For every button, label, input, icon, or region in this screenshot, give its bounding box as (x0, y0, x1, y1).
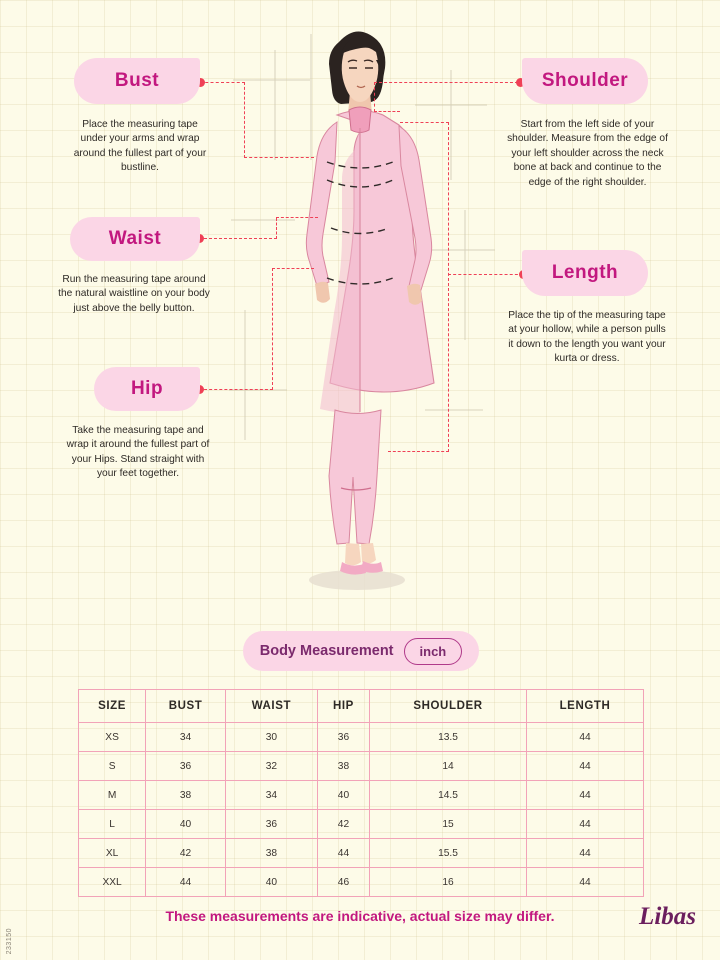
fashion-figure-illustration (215, 10, 505, 610)
disclaimer-note: These measurements are indicative, actual size may differ. (165, 908, 555, 924)
cell-waist: 32 (225, 752, 317, 781)
cell-hip: 44 (317, 839, 369, 868)
cell-length: 44 (527, 839, 644, 868)
table-row (79, 868, 644, 897)
callout-pill-waist (70, 217, 200, 261)
table-row (79, 723, 644, 752)
cell-bust: 34 (146, 723, 226, 752)
callout-label-waist: Waist (108, 228, 162, 249)
callout-text-hip: Take the measuring tape and wrap it around the fullest part of your Hips. Stand straight with your feet together. (66, 425, 210, 480)
body-measurement-header (243, 631, 479, 671)
column-header-size: SIZE (79, 690, 146, 723)
cell-hip: 42 (317, 810, 369, 839)
waist-connector-h2 (276, 217, 318, 218)
cell-length: 44 (527, 810, 644, 839)
side-code-text: 233150 (6, 927, 13, 954)
bust-connector-h2 (244, 157, 314, 158)
cell-waist: 40 (225, 868, 317, 897)
length-connector-h (448, 274, 523, 275)
cell-hip: 36 (317, 723, 369, 752)
shoulder-connector-h2 (374, 111, 400, 112)
callout-pill-bust (74, 58, 200, 104)
length-connector-bottom (388, 451, 449, 452)
cell-size: L (79, 810, 146, 839)
cell-shoulder: 15.5 (370, 839, 527, 868)
cell-size: XL (79, 839, 146, 868)
cell-waist: 30 (225, 723, 317, 752)
hip-connector-h (199, 389, 273, 390)
cell-size: XS (79, 723, 146, 752)
bust-connector-h (200, 82, 245, 83)
callout-pill-shoulder (522, 58, 648, 104)
cell-waist: 34 (225, 781, 317, 810)
callout-pill-length (522, 250, 648, 296)
unit-toggle-inch[interactable]: inch (404, 638, 463, 665)
shoulder-connector-v (374, 82, 375, 112)
column-header-length: LENGTH (527, 690, 644, 723)
table-row (79, 752, 644, 781)
table-row (79, 810, 644, 839)
callout-text-length: Place the tip of the measuring tape at your hollow, while a person pulls it down to the length you want your kurta or dress. (508, 310, 666, 365)
table-row (79, 839, 644, 868)
callout-label-bust: Bust (114, 70, 160, 91)
waist-connector-h (199, 238, 277, 239)
cell-bust: 38 (146, 781, 226, 810)
cell-hip: 46 (317, 868, 369, 897)
size-chart-table (78, 689, 644, 897)
cell-hip: 40 (317, 781, 369, 810)
cell-bust: 44 (146, 868, 226, 897)
cell-bust: 42 (146, 839, 226, 868)
cell-waist: 36 (225, 810, 317, 839)
bust-connector-v (244, 82, 245, 158)
waist-connector-v (276, 218, 277, 239)
cell-shoulder: 16 (370, 868, 527, 897)
callout-label-length: Length (551, 262, 619, 283)
cell-bust: 36 (146, 752, 226, 781)
cell-waist: 38 (225, 839, 317, 868)
length-connector-v (448, 122, 449, 452)
cell-shoulder: 14 (370, 752, 527, 781)
cell-shoulder: 13.5 (370, 723, 527, 752)
column-header-bust: BUST (146, 690, 226, 723)
cell-size: S (79, 752, 146, 781)
cell-size: XXL (79, 868, 146, 897)
callout-text-shoulder: Start from the left side of your shoulder. Measure from the edge of your left shoulder across the neck bone at back and continue to the edge of the right shoulder. (507, 119, 668, 188)
cell-length: 44 (527, 781, 644, 810)
cell-length: 44 (527, 752, 644, 781)
cell-hip: 38 (317, 752, 369, 781)
cell-length: 44 (527, 723, 644, 752)
callout-text-waist: Run the measuring tape around the natural waistline on your body just above the belly button. (58, 274, 210, 314)
column-header-hip: HIP (317, 690, 369, 723)
table-header-row (79, 690, 644, 723)
length-connector-top (400, 122, 449, 123)
hip-connector-v (272, 268, 273, 390)
cell-bust: 40 (146, 810, 226, 839)
shoulder-connector-h (374, 82, 518, 83)
column-header-waist: WAIST (225, 690, 317, 723)
cell-length: 44 (527, 868, 644, 897)
callout-text-bust: Place the measuring tape under your arms and wrap around the fullest part of your bustline. (73, 119, 207, 174)
body-measurement-title: Body Measurement (259, 643, 394, 659)
table-row (79, 781, 644, 810)
cell-size: M (79, 781, 146, 810)
callout-label-shoulder: Shoulder (541, 70, 629, 91)
hip-connector-h2 (272, 268, 314, 269)
cell-shoulder: 14.5 (370, 781, 527, 810)
column-header-shoulder: SHOULDER (370, 690, 527, 723)
callout-pill-hip (94, 367, 200, 411)
brand-logo: Libas (639, 903, 696, 930)
cell-shoulder: 15 (370, 810, 527, 839)
callout-label-hip: Hip (130, 378, 164, 399)
